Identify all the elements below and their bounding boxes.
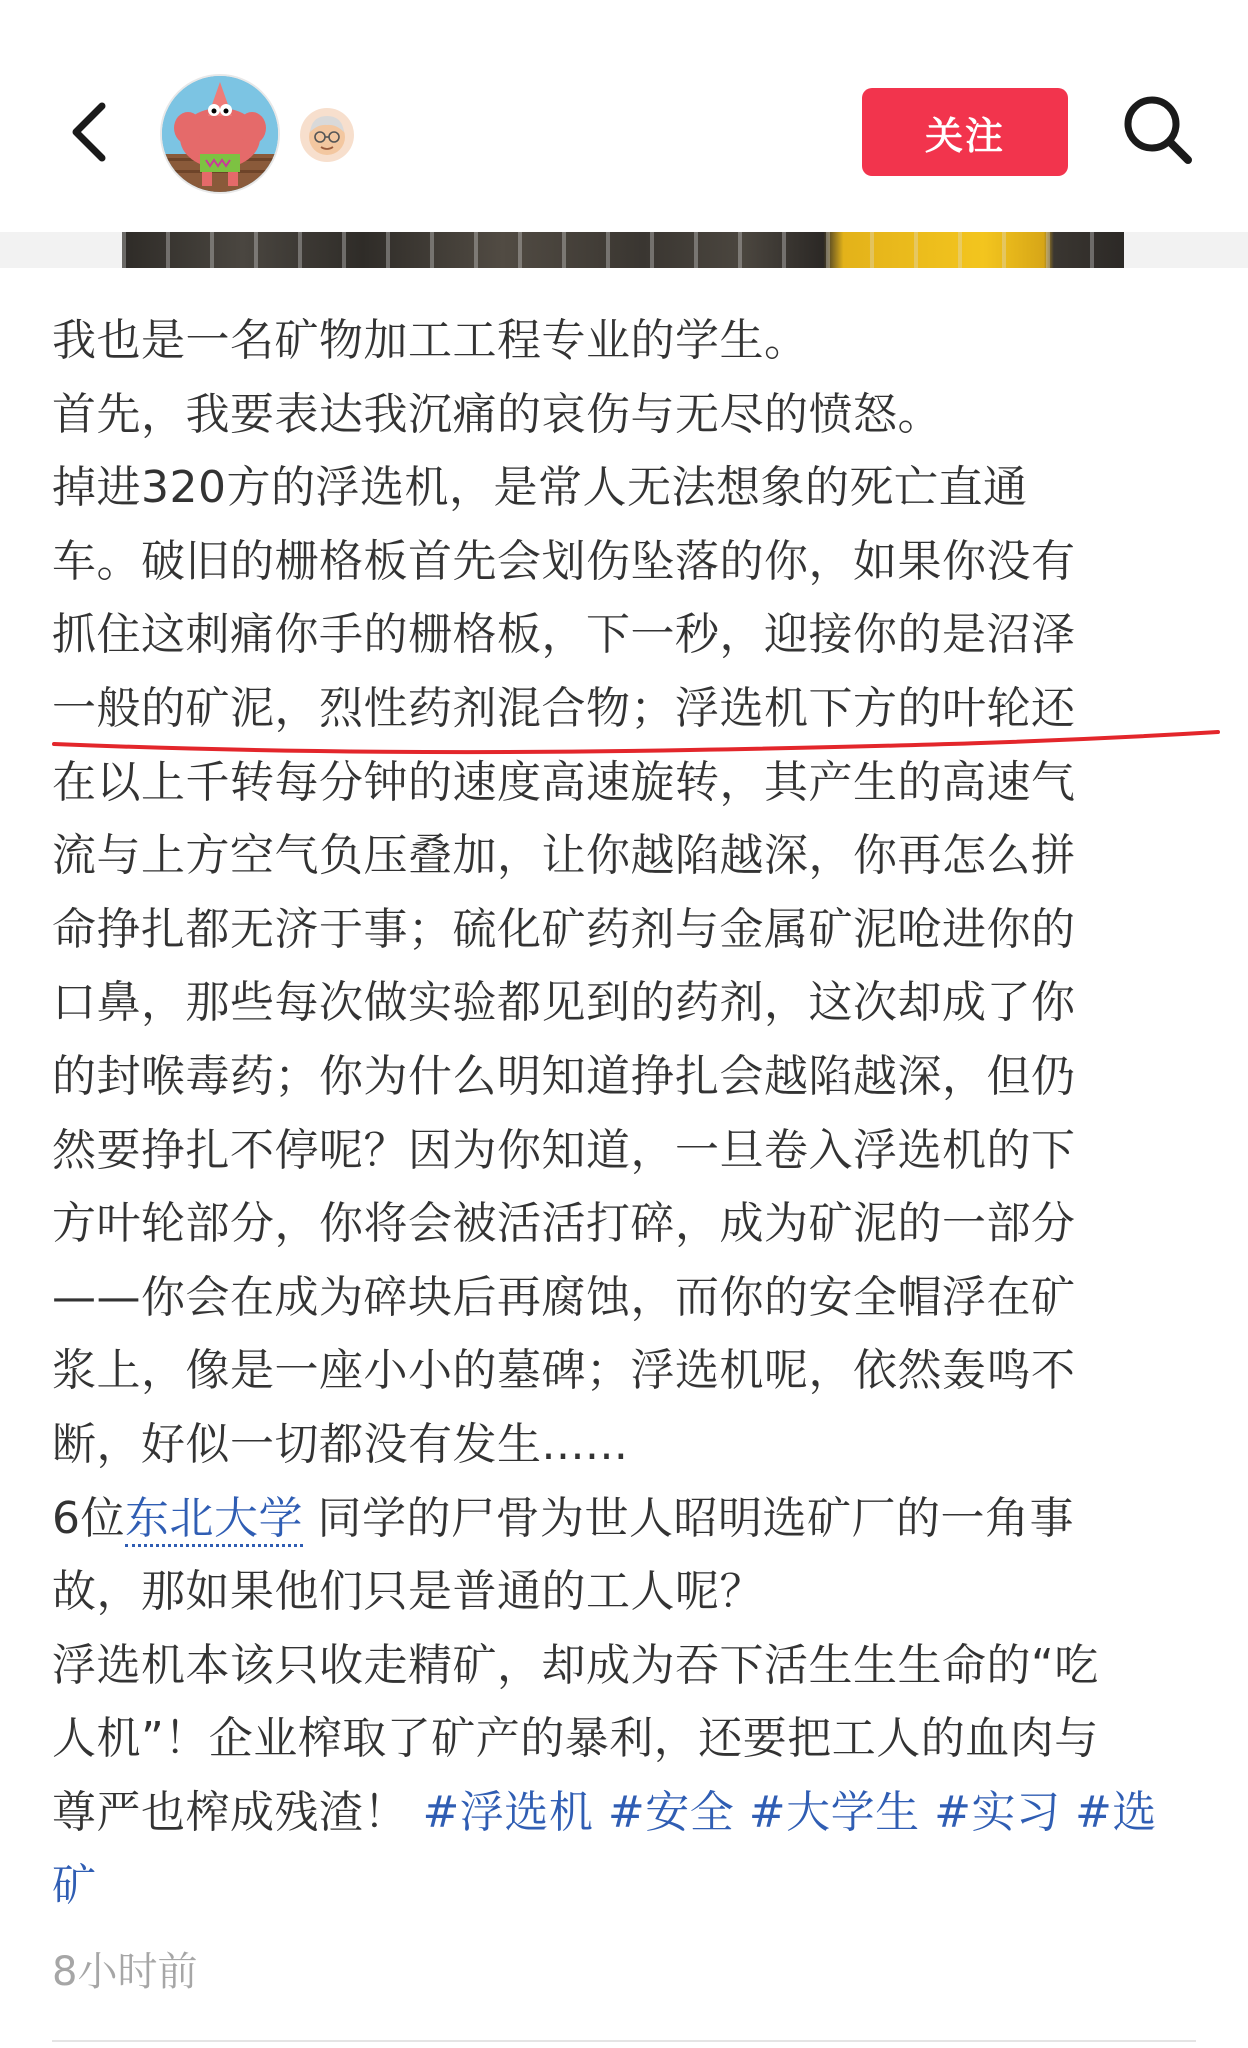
post-line: 方叶轮部分，你将会被活活打碎，成为矿泥的一部分 (52, 1198, 1076, 1250)
post-image-grid-overlay (122, 232, 1124, 268)
post-line: 抓住这刺痛你手的栅格板，下一秒，迎接你的是沼泽 (52, 609, 1076, 661)
hashtag-link[interactable]: #安全 (607, 1786, 735, 1838)
post-text-fragment: 同学的尸骨为世人昭明选矿厂的一角事 (303, 1492, 1074, 1544)
post-line: 浮选机本该只收走精矿，却成为吞下活生生生命的“吃 (52, 1639, 1099, 1691)
post-text-fragment: 尊严也榨成残渣！ (52, 1786, 408, 1838)
hashtag-link[interactable]: #实习 (934, 1786, 1061, 1838)
post-text-fragment: 6位 (52, 1492, 125, 1544)
post-line: 断，好似一切都没有发生...... (52, 1418, 629, 1470)
post-line (52, 1849, 1202, 1923)
older-man-emoji-icon (300, 108, 354, 162)
post-line: 的封喉毒药；你为什么明知道挣扎会越陷越深，但仍 (52, 1050, 1076, 1102)
post-line: 我也是一名矿物加工工程专业的学生。 (52, 315, 809, 366)
post-image-strip (0, 232, 1248, 268)
school-mention-link[interactable]: 东北大学 (125, 1493, 303, 1547)
post-line: 流与上方空气负压叠加，让你越陷越深，你再怎么拼 (52, 830, 1076, 882)
post-line: ——你会在成为碎块后再腐蚀，而你的安全帽浮在矿 (52, 1271, 1076, 1323)
hashtag-link-continued[interactable]: 矿 (52, 1860, 97, 1912)
follow-button[interactable]: 关注 (862, 88, 1068, 176)
chevron-left-icon (68, 100, 108, 164)
back-button[interactable] (58, 92, 118, 172)
post-line: 一般的矿泥，烈性药剂混合物；浮选机下方的叶轮还 (52, 682, 1076, 734)
post-line: 掉进320方的浮选机，是常人无法想象的死亡直通 (52, 462, 1028, 514)
avatar[interactable] (160, 74, 280, 194)
hashtag-link[interactable]: #选 (1075, 1786, 1157, 1838)
divider (52, 2040, 1196, 2042)
handwritten-red-underline (50, 718, 1222, 758)
post-line: 故，那如果他们只是普通的工人呢？ (52, 1566, 764, 1618)
post-body (52, 304, 1202, 1923)
cartoon-avatar-image (162, 76, 278, 192)
post-line: 车。破旧的栅格板首先会划伤坠落的你，如果你没有 (52, 535, 1076, 587)
post-line: 命挣扎都无济于事；硫化矿药剂与金属矿泥呛进你的 (52, 903, 1076, 955)
search-icon (1118, 90, 1198, 170)
post-line-with-mention (52, 1482, 1202, 1556)
post-timestamp: 8小时前 (52, 1949, 198, 1995)
post-line: 首先，我要表达我沉痛的哀伤与无尽的愤怒。 (52, 388, 942, 440)
top-bar (0, 0, 1248, 232)
search-button[interactable] (1118, 90, 1198, 170)
post-line: 人机”！企业榨取了矿产的暴利，还要把工人的血肉与 (52, 1713, 1099, 1765)
post-line: 口鼻，那些每次做实验都见到的药剂，这次却成了你 (52, 977, 1076, 1029)
hashtag-link[interactable]: #大学生 (748, 1786, 920, 1838)
hashtag-link[interactable]: #浮选机 (422, 1786, 594, 1838)
post-line: 浆上，像是一座小小的墓碑；浮选机呢，依然轰鸣不 (52, 1345, 1076, 1397)
post-line: 然要挣扎不停呢？因为你知道，一旦卷入浮选机的下 (52, 1124, 1076, 1176)
post-line-with-hashtags (52, 1776, 1202, 1850)
post-line: 在以上千转每分钟的速度高速旋转，其产生的高速气 (52, 756, 1076, 808)
